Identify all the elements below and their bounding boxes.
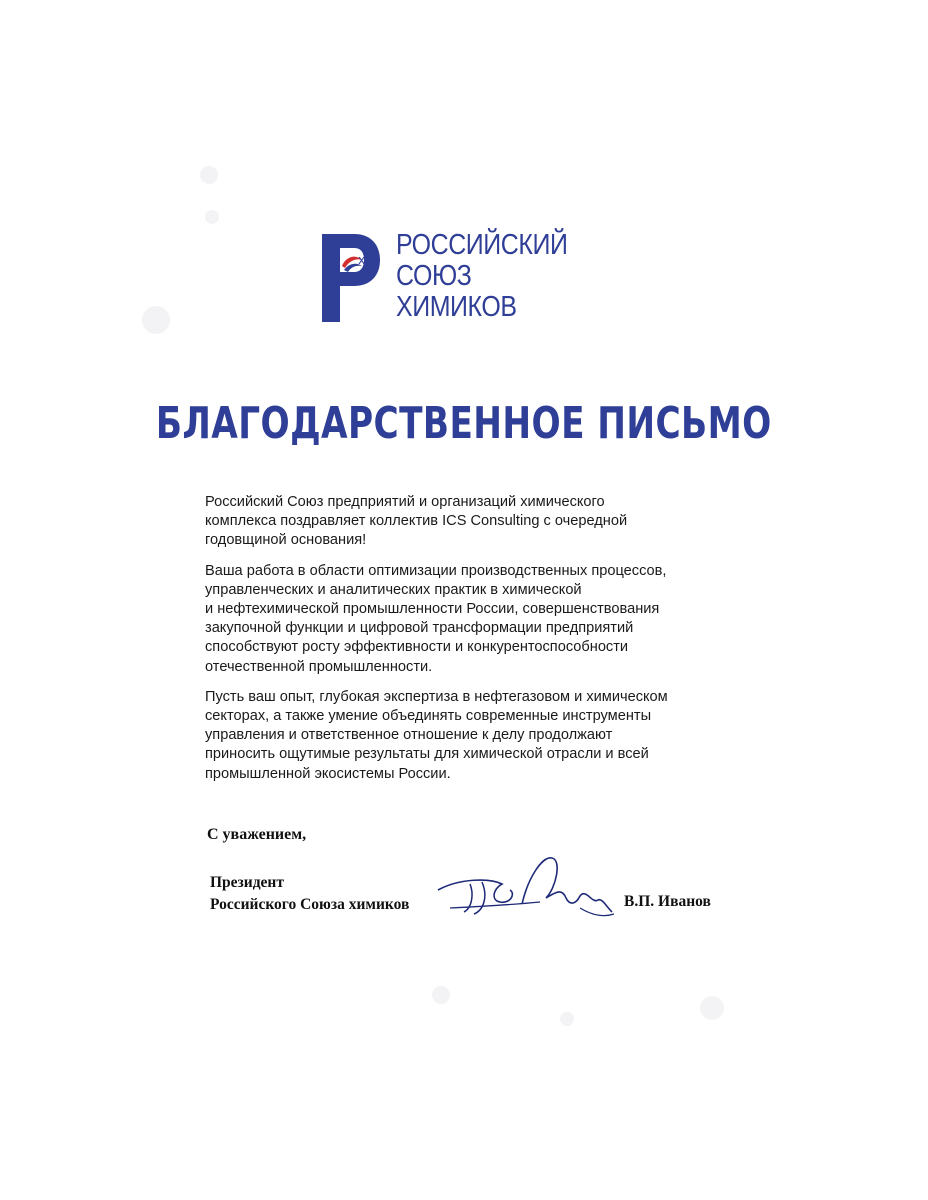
- scan-speck: [432, 986, 450, 1004]
- letter-title: БЛАГОДАРСТВЕННОЕ ПИСЬМО: [156, 398, 772, 449]
- logo-line: СОЮЗ: [396, 260, 472, 292]
- scan-speck: [560, 1012, 574, 1026]
- logo-line: ХИМИКОВ: [396, 291, 517, 323]
- signatory-role: [210, 872, 409, 916]
- body-line: закупочной функции и цифровой трансформации предприятий: [205, 620, 634, 637]
- body-line: годовщиной основания!: [205, 532, 367, 549]
- body-line: приносить ощутимые результаты для химической отрасли и всей: [205, 746, 649, 763]
- scan-speck: [700, 996, 724, 1020]
- body-line: Ваша работа в области оптимизации производственных процессов,: [205, 562, 667, 579]
- logo-line: РОССИЙСКИЙ: [396, 229, 568, 261]
- body-line: управленческих и аналитических практик в химической: [205, 581, 582, 598]
- closing-phrase: С уважением,: [207, 826, 307, 843]
- body-line: Российский Союз предприятий и организаций химического: [205, 494, 605, 510]
- body-line: промышленной экосистемы России.: [205, 765, 451, 782]
- body-line: отечественной промышленности.: [205, 658, 433, 675]
- scan-speck: [205, 210, 219, 224]
- body-line: управления и ответственное отношение к делу продолжают: [205, 727, 613, 744]
- body-line: секторах, а также умение объединять современные инструменты: [205, 708, 652, 725]
- signatory-name: В.П. Иванов: [624, 893, 711, 910]
- letter-body: [205, 493, 705, 795]
- paragraph-3: [205, 688, 705, 784]
- org-logo: [318, 230, 588, 330]
- body-line: способствуют росту эффективности и конкурентоспособности: [205, 639, 629, 656]
- scan-speck: [200, 166, 218, 184]
- body-line: Пусть ваш опыт, глубокая экспертиза в нефтегазовом и химическом: [205, 688, 668, 705]
- body-line: и нефтехимической промышленности России, совершенствования: [205, 601, 660, 618]
- svg-text:х: х: [358, 253, 366, 267]
- body-line: комплекса поздравляет коллектив ICS Consulting с очередной: [205, 513, 628, 530]
- logo-wordmark: [396, 230, 568, 323]
- signatory-title: Президент: [210, 874, 284, 891]
- paragraph-1: [205, 493, 705, 551]
- russian-chemists-union-logo-icon: [318, 230, 384, 326]
- paragraph-2: [205, 562, 705, 677]
- handwritten-signature: [430, 848, 620, 928]
- signatory-organization: Российского Союза химиков: [210, 896, 410, 913]
- scan-speck: [142, 306, 170, 334]
